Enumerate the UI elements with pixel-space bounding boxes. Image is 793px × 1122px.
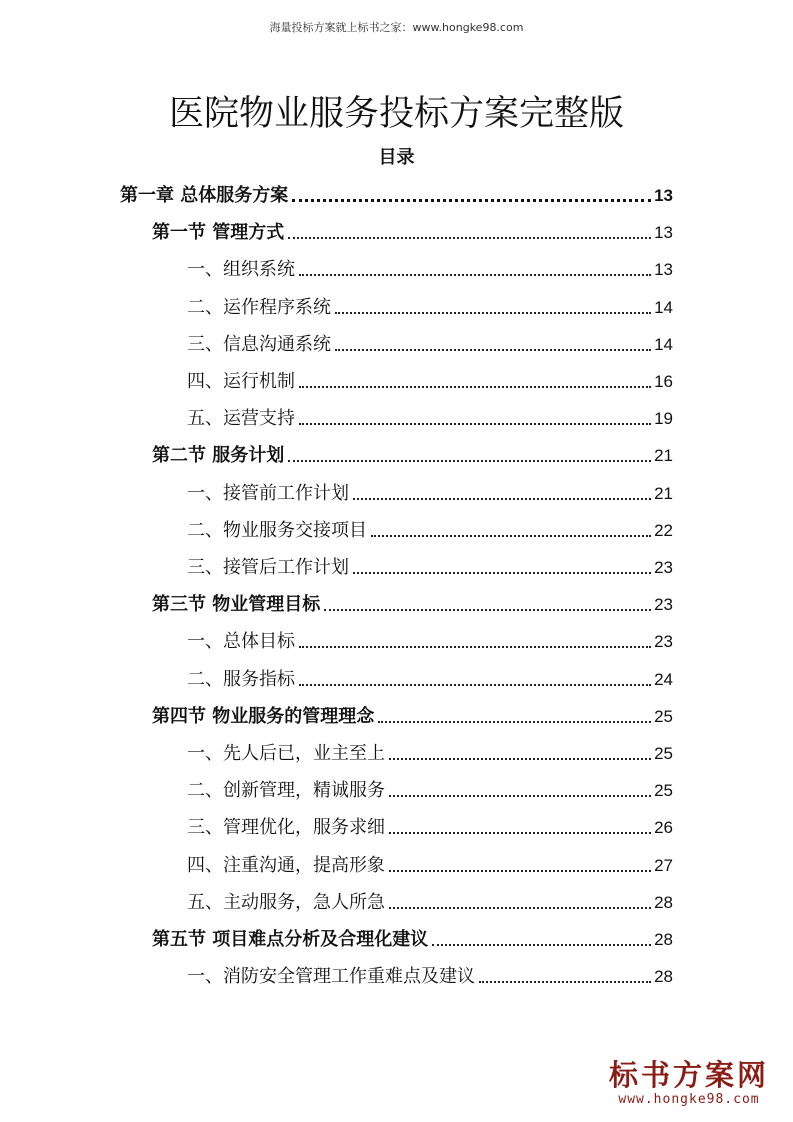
toc-entry[interactable] <box>187 475 673 505</box>
toc-dot-leader <box>299 274 651 276</box>
toc-dot-leader <box>335 312 651 314</box>
toc-page-number: 14 <box>654 297 673 317</box>
toc-entry[interactable] <box>187 326 673 356</box>
document-title: 医院物业服务投标方案完整版 <box>168 94 624 134</box>
toc-entry-title: 第三节 物业管理目标 <box>152 594 321 616</box>
toc-entry-title: 一、接管前工作计划 <box>187 482 349 504</box>
toc-page-number: 14 <box>654 334 673 354</box>
toc-page-number: 23 <box>654 632 673 652</box>
toc-page-number: 28 <box>654 892 673 912</box>
toc-entry-title: 五、主动服务，急人所急 <box>187 891 385 913</box>
toc-entry[interactable] <box>187 958 673 988</box>
toc-entry-title: 一、先人后已，业主至上 <box>187 743 385 764</box>
toc-page-number: 28 <box>654 930 673 949</box>
toc-page-number: 27 <box>654 855 673 875</box>
toc-page-number: 25 <box>654 781 673 801</box>
toc-dot-leader <box>299 386 651 388</box>
toc-entry-title: 第二节 服务计划 <box>152 445 285 467</box>
toc-entry-title: 四、注重沟通，提高形象 <box>187 854 385 876</box>
toc-page-number: 25 <box>654 744 673 763</box>
header-note: 海量投标方案就上标书之家：www.hongke98.com <box>269 21 524 34</box>
toc-dot-leader <box>335 349 651 351</box>
toc-dot-leader <box>371 535 651 537</box>
toc-entry[interactable] <box>152 586 673 616</box>
toc-entry-title: 第四节 物业服务的管理理念 <box>152 705 375 727</box>
toc-entry[interactable] <box>187 772 673 802</box>
toc-entry-title: 三、信息沟通系统 <box>187 333 331 355</box>
toc-entry-title: 第一节 管理方式 <box>152 222 285 244</box>
toc-dot-leader <box>353 498 651 500</box>
toc-entry[interactable] <box>187 623 673 653</box>
toc-dot-leader <box>353 572 651 574</box>
toc-entry[interactable] <box>187 549 673 579</box>
toc-page-number: 13 <box>654 260 673 280</box>
toc-entry[interactable] <box>120 177 673 207</box>
toc-entry[interactable] <box>187 809 673 839</box>
toc-entry[interactable] <box>187 512 673 542</box>
toc-page-number: 23 <box>654 558 673 577</box>
toc-page-number: 13 <box>654 186 673 205</box>
toc-entry[interactable] <box>187 363 673 393</box>
toc-entry[interactable] <box>152 921 673 951</box>
toc-dot-leader <box>288 460 651 462</box>
toc-entry[interactable] <box>187 251 673 281</box>
toc-dot-leader <box>389 795 651 797</box>
toc-page-number: 21 <box>654 483 673 503</box>
toc-dot-leader <box>389 870 651 872</box>
watermark-name: 标书方案网 <box>608 1058 769 1092</box>
toc-dot-leader <box>432 944 651 946</box>
toc-entry-title: 二、创新管理，精诚服务 <box>187 780 385 802</box>
toc-entry[interactable] <box>152 214 673 244</box>
toc-entry-title: 第一章 总体服务方案 <box>120 185 289 206</box>
toc-entry-title: 二、运作程序系统 <box>187 296 331 318</box>
toc-dot-leader <box>479 981 651 983</box>
toc-dot-leader <box>299 684 651 686</box>
toc-entry[interactable] <box>187 847 673 877</box>
toc-dot-leader <box>299 646 651 648</box>
toc-page-number: 16 <box>654 372 673 391</box>
toc-page-number: 28 <box>654 967 673 987</box>
toc-page-number: 21 <box>654 446 673 466</box>
toc-entry-title: 三、接管后工作计划 <box>187 557 349 578</box>
toc-entry[interactable] <box>152 698 673 728</box>
toc-heading: 目录 <box>378 147 415 168</box>
toc-page-number: 19 <box>654 409 673 429</box>
toc-dot-leader <box>288 237 651 239</box>
toc-entry[interactable] <box>187 884 673 914</box>
toc-entry[interactable] <box>187 735 673 765</box>
toc-entry-title: 三、管理优化，服务求细 <box>187 817 385 839</box>
toc-entry-title: 第五节 项目难点分析及合理化建议 <box>152 929 429 950</box>
toc-entry-title: 五、运营支持 <box>187 408 295 430</box>
toc-entry-title: 一、总体目标 <box>187 631 295 653</box>
toc-dot-leader <box>389 832 651 834</box>
toc-entry-title: 一、消防安全管理工作重难点及建议 <box>187 966 475 988</box>
toc-page-number: 25 <box>654 706 673 726</box>
toc-entry[interactable] <box>152 437 673 467</box>
toc-dot-leader <box>378 721 651 723</box>
toc-entry[interactable] <box>187 289 673 319</box>
toc-page-number: 26 <box>654 818 673 838</box>
watermark-url: www.hongke98.com <box>618 1092 760 1107</box>
toc-page-number: 13 <box>654 223 673 243</box>
toc-entry-title: 二、服务指标 <box>187 668 295 690</box>
toc-entry[interactable] <box>187 661 673 691</box>
toc-dot-leader <box>292 199 651 202</box>
toc-dot-leader <box>324 609 651 611</box>
toc-entry-title: 一、组织系统 <box>187 259 295 281</box>
toc-entry[interactable] <box>187 400 673 430</box>
toc-page-number: 24 <box>654 669 673 689</box>
toc-page-number: 23 <box>654 595 673 615</box>
toc-dot-leader <box>389 907 651 909</box>
toc-dot-leader <box>299 423 651 425</box>
toc-entry-title: 二、物业服务交接项目 <box>187 519 367 541</box>
toc-entry-title: 四、运行机制 <box>187 371 295 392</box>
watermark-logo <box>599 1058 779 1108</box>
toc-dot-leader <box>389 758 651 760</box>
toc-page-number: 22 <box>654 520 673 540</box>
